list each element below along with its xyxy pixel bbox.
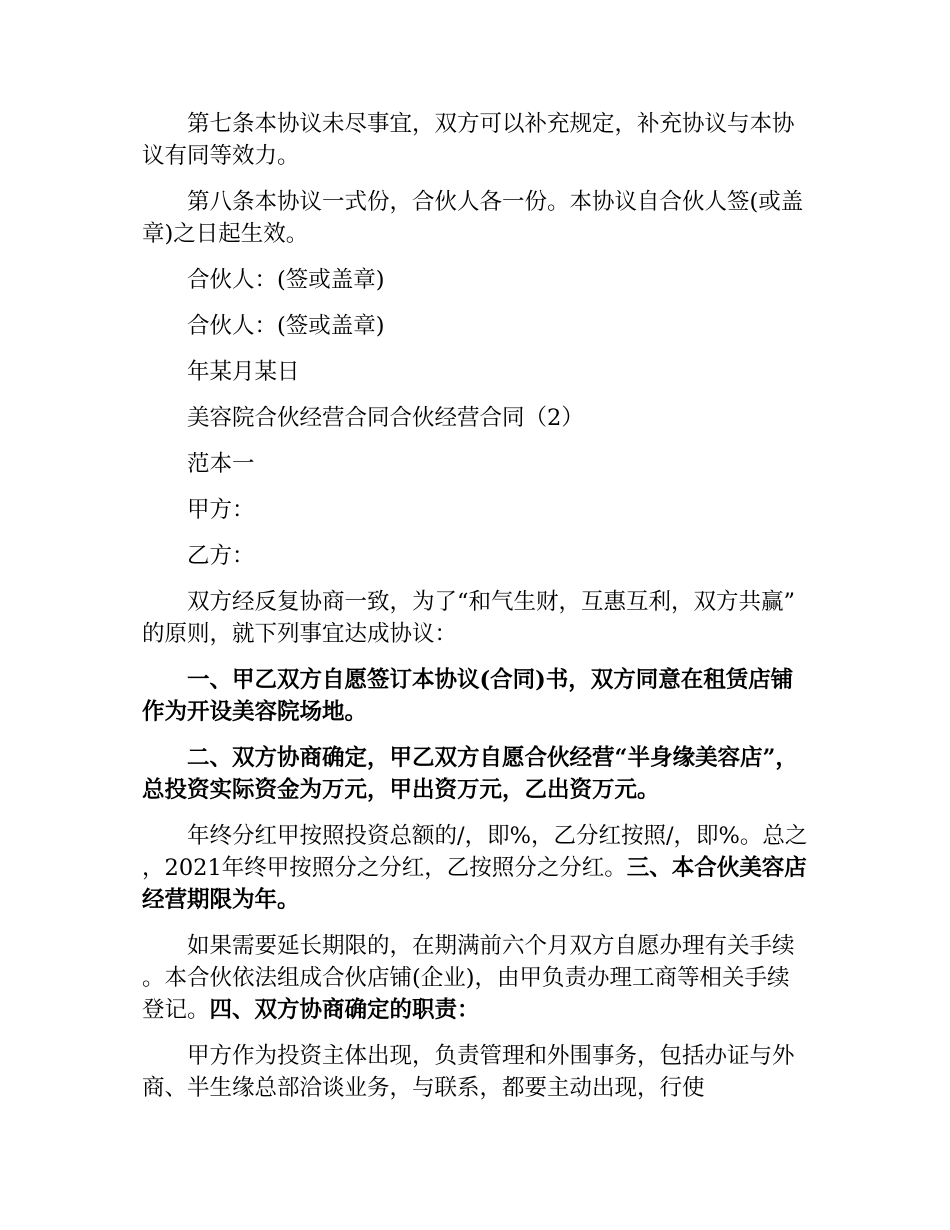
clause-3-heading: 三、本合伙美容店经营期限为年。 xyxy=(142,855,807,913)
party-b-line: 乙方： xyxy=(187,543,255,569)
clause-1: 一、甲乙双方自愿签订本协议(合同)书，双方同意在租赁店铺作为开设美容院场地。 xyxy=(142,667,794,725)
document-body xyxy=(142,108,808,1104)
paragraph-article-8: 第八条本协议一式份，合伙人各一份。本协议自合伙人签(或盖章)之日起生效。 xyxy=(142,189,804,247)
clause-4-heading: 四、双方协商确定的职责： xyxy=(209,997,480,1023)
extension-paragraph xyxy=(142,930,808,1026)
party-a-line: 甲方： xyxy=(187,497,255,523)
section-title: 美容院合伙经营合同合伙经营合同（2） xyxy=(187,405,584,431)
partner-signature-line-1: 合伙人：(签或盖章) xyxy=(187,267,385,293)
clause-2: 二、双方协商确定，甲乙双方自愿合伙经营“半身缘美容店”，总投资实际资金为万元，甲出资万元，乙出资万元。 xyxy=(142,745,798,803)
agreement-preamble: 双方经反复协商一致，为了“和气生财，互惠互利，双方共赢”的原则，就下列事宜达成协议： xyxy=(142,589,796,647)
paragraph-article-7: 第七条本协议未尽事宜，双方可以补充规定，补充协议与本协议有同等效力。 xyxy=(142,111,795,169)
extension-text: 如果需要延长期限的，在期满前六个月双方自愿办理有关手续。本合伙依法组成合伙店铺(企业)，由甲负责办理工商等相关手续登记。 xyxy=(142,933,795,1023)
date-line: 年某月某日 xyxy=(187,359,300,385)
template-label: 范本一 xyxy=(187,451,255,477)
profit-sharing-paragraph xyxy=(142,820,808,916)
partner-signature-line-2: 合伙人：(签或盖章) xyxy=(187,313,385,339)
profit-sharing-text: 年终分红甲按照投资总额的/，即%，乙分红按照/，即%。总之，2021年终甲按照分之分红，乙按照分之分红。 xyxy=(142,823,808,881)
party-a-duties-paragraph: 甲方作为投资主体出现，负责管理和外围事务，包括办证与外商、半生缘总部洽谈业务，与联系，都要主动出现，行使 xyxy=(142,1043,795,1101)
